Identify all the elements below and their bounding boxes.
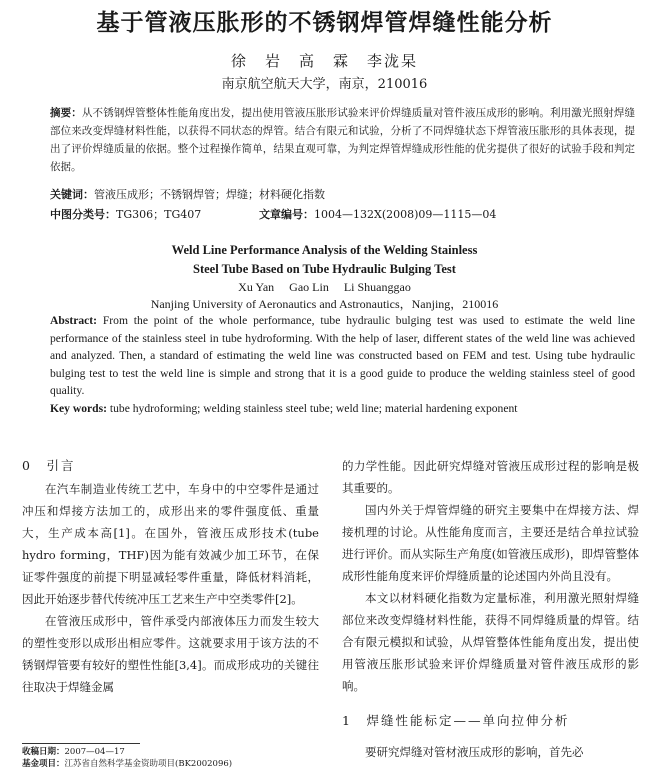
article-number-value: 1004—132X(2008)09—1115—04 xyxy=(314,208,497,221)
classification-label: 中图分类号： xyxy=(50,208,116,221)
authors-en: Xu Yan Gao Lin Li Shuanggao xyxy=(238,280,411,294)
section-0-heading: 0 引言 xyxy=(22,458,76,473)
keywords-cn-label: 关键词： xyxy=(50,188,94,201)
article-number xyxy=(259,206,496,224)
section-0-para-1: 在汽车制造业传统工艺中，车身中的中空零件是通过冲压和焊接方法加工的，成形出来的零件强度低、重量大，生产成本高[1]。在国外，管液压成形技术(tube hydro forming，THF)因为能有效减少加工环节，在保证零件强度的前提下明显减轻零件重量，降低材料消耗，因此开始逐步替代传统冲压工艺来生产中空类零件[2]。 xyxy=(22,482,319,606)
footnotes xyxy=(22,746,322,770)
section-0-para-3: 国内外关于焊管焊缝的研究主要集中在焊接方法、焊接机理的讨论。从性能角度而言，主要还是结合单拉试验进行评价。而从实际生产角度(如管液压成形)，即焊管整体成形性能角度来评价焊缝质量的论述国内外尚且没有。 xyxy=(342,503,639,583)
footnote-received xyxy=(22,746,322,758)
keywords-en-text: tube hydroforming; welding stainless steel tube; weld line; material hardening exponent xyxy=(107,402,518,415)
section-1-heading: 1 焊缝性能标定——单向拉伸分析 xyxy=(342,713,570,728)
fund-label: 基金项目： xyxy=(22,759,65,769)
footnote-divider xyxy=(22,743,140,744)
authors-cn: 徐 岩 高 霖 李泷杲 xyxy=(230,52,418,70)
affiliation-en: Nanjing University of Aeronautics and Astronautics，Nanjing，210016 xyxy=(150,297,499,311)
abstract-cn xyxy=(50,104,635,176)
abstract-cn-text: 从不锈钢焊管整体性能角度出发，提出使用管液压胀形试验来评价焊缝质量对管件液压成形的影响。利用激光照射焊缝部位来改变焊缝材料性能，以获得不同状态的焊管。结合有限元和试验，分析了不同焊缝状态下焊管液压胀形的具体表现，提出了评价焊缝质量的依据。整个过程操作简单，结果直观可靠，为判定焊管焊缝成形性能的优劣提供了很好的试验手段和判定依据。 xyxy=(50,107,636,173)
abstract-cn-label: 摘要： xyxy=(50,107,82,119)
abstract-en-text: From the point of the whole performance, tube hydraulic bulging test was used to estimate the weld line performance of the stainless steel in tube hydroforming. With the help of laser, different states of the weld line was achieved and analyzed. Then, a standard of estimating the weld line was constructed based on FEM and test. Using tube hydraulic bulging test to test the weld line is simple and strong that it is a good guide to produce the welding stainless steel of good quality. xyxy=(50,314,635,397)
classification-value: TG306；TG407 xyxy=(116,208,202,221)
keywords-cn xyxy=(50,186,635,204)
keywords-en xyxy=(50,400,635,418)
column-right xyxy=(342,455,639,697)
keywords-cn-text: 管液压成形；不锈钢焊管；焊缝；材料硬化指数 xyxy=(94,188,325,201)
abstract-en-label: Abstract: xyxy=(50,314,98,327)
received-value: 2007—04—17 xyxy=(64,747,125,757)
section-0-para-2: 在管液压成形中，管件承受内部液体压力而发生较大的塑性变形以成形出相应零件。这就要求用于该方法的不锈钢焊管要有较好的塑性性能[3,4]。而成形成功的关键往往取决于焊缝金属 xyxy=(22,614,319,694)
column-left xyxy=(22,455,319,698)
keywords-en-label: Key words: xyxy=(50,402,107,415)
section-0-para-2-cont: 的力学性能。因此研究焊缝对管液压成形过程的影响是极其重要的。 xyxy=(342,459,639,495)
paper-title-cn: 基于管液压胀形的不锈钢焊管焊缝性能分析 xyxy=(96,10,553,36)
paper-title-en-line1: Weld Line Performance Analysis of the Welding Stainless xyxy=(171,243,478,257)
article-number-label: 文章编号： xyxy=(259,208,314,221)
paper-title-en-line2: Steel Tube Based on Tube Hydraulic Bulging Test xyxy=(193,262,456,276)
fund-value: 江苏省自然科学基金资助项目(BK2002096) xyxy=(64,759,233,769)
footnote-fund xyxy=(22,758,322,770)
paper-title-en xyxy=(0,241,649,279)
abstract-en xyxy=(50,312,635,400)
affiliation-cn: 南京航空航天大学，南京，210016 xyxy=(221,77,428,92)
section-0-para-4: 本文以材料硬化指数为定量标准，利用激光照射焊缝部位来改变焊缝材料性能，获得不同焊缝质量的焊管。结合有限元模拟和试验，从焊管整体性能角度出发，提出使用管液压胀形试验来评价焊缝质量对管件液压成形的影响。 xyxy=(342,591,639,693)
section-1-para-1: 要研究焊缝对管材液压成形的影响，首先必 xyxy=(365,745,584,759)
received-label: 收稿日期： xyxy=(22,747,65,757)
classification-line xyxy=(50,206,635,224)
